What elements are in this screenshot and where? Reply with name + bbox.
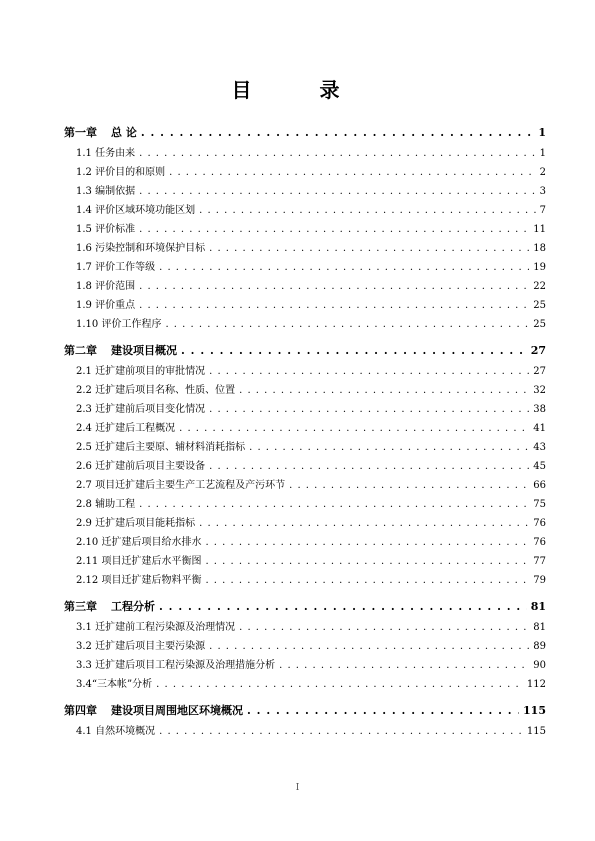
section-label: 3.3 迁扩建后项目工程污染源及治理措施分析: [76, 660, 276, 671]
toc-section-entry[interactable]: [64, 438, 546, 457]
leader-dots: [139, 296, 529, 315]
section-label: 1.1 任务由来: [76, 148, 136, 159]
leader-dots: [205, 571, 529, 590]
section-label: 2.9 迁扩建后项目能耗指标: [76, 518, 196, 529]
chapter-number: 第四章: [64, 704, 97, 717]
leader-dots: [247, 700, 519, 722]
toc-section-entry[interactable]: [64, 618, 546, 637]
toc-section-entry[interactable]: [64, 381, 546, 400]
leader-dots: [249, 438, 529, 457]
leader-dots: [156, 675, 523, 694]
leader-dots: [209, 239, 529, 258]
leader-dots: [159, 596, 527, 618]
section-page-number: 115: [526, 726, 546, 737]
section-label: 4.1 自然环境概况: [76, 726, 156, 737]
toc-section-entry[interactable]: [64, 476, 546, 495]
section-label: 1.6 污染控制和环境保护目标: [76, 243, 206, 254]
section-label: 2.3 迁扩建前后项目变化情况: [76, 404, 206, 415]
chapter-title: 总 论: [111, 126, 137, 139]
leader-dots: [205, 533, 529, 552]
chapter-label: [64, 596, 155, 618]
toc-section-entry[interactable]: [64, 457, 546, 476]
section-page-number: 18: [533, 243, 546, 254]
leader-dots: [159, 722, 523, 741]
leader-dots: [169, 163, 536, 182]
toc-section-entry[interactable]: [64, 675, 546, 694]
chapter-page-number: 1: [538, 126, 546, 139]
section-page-number: 66: [533, 480, 546, 491]
chapter-title: 工程分析: [111, 600, 155, 613]
page-title: 目 录: [231, 78, 364, 102]
section-page-number: 11: [533, 224, 546, 235]
toc-section-entry[interactable]: [64, 362, 546, 381]
chapter-label: [64, 122, 137, 144]
section-label: 2.7 项目迁扩建后主要生产工艺流程及产污环节: [76, 480, 286, 491]
toc-section-entry[interactable]: [64, 656, 546, 675]
toc-chapter-entry[interactable]: [64, 340, 546, 362]
section-label: 2.10 迁扩建后项目给水排水: [76, 537, 202, 548]
section-page-number: 81: [533, 622, 546, 633]
toc-chapter-entry[interactable]: [64, 596, 546, 618]
leader-dots: [139, 495, 529, 514]
page-number: I: [295, 783, 300, 793]
toc-section-entry[interactable]: [64, 400, 546, 419]
leader-dots: [141, 122, 535, 144]
toc-section-entry[interactable]: [64, 220, 546, 239]
toc-section-entry[interactable]: [64, 571, 546, 590]
chapter-title: 建设项目周围地区环境概况: [111, 704, 243, 717]
toc-section-entry[interactable]: [64, 419, 546, 438]
section-label: 2.1 迁扩建前项目的审批情况: [76, 366, 206, 377]
section-page-number: 19: [533, 262, 546, 273]
leader-dots: [139, 277, 529, 296]
leader-dots: [199, 514, 529, 533]
section-label: 1.7 评价工作等级: [76, 262, 156, 273]
section-page-number: 77: [533, 556, 546, 567]
section-page-number: 112: [526, 679, 546, 690]
section-label: 1.2 评价目的和原则: [76, 167, 166, 178]
section-label: 1.8 评价范围: [76, 281, 136, 292]
toc-section-entry[interactable]: [64, 163, 546, 182]
toc-section-entry[interactable]: [64, 533, 546, 552]
toc-section-entry[interactable]: [64, 201, 546, 220]
leader-dots: [279, 656, 529, 675]
section-page-number: 41: [533, 423, 546, 434]
leader-dots: [139, 220, 529, 239]
leader-dots: [139, 144, 536, 163]
toc-section-entry[interactable]: [64, 144, 546, 163]
toc-section-entry[interactable]: [64, 495, 546, 514]
table-of-contents: [64, 122, 546, 741]
leader-dots: [159, 258, 529, 277]
section-page-number: 7: [539, 205, 546, 216]
chapter-page-number: 115: [523, 704, 546, 717]
section-page-number: 1: [539, 148, 546, 159]
leader-dots: [209, 637, 529, 656]
leader-dots: [179, 419, 529, 438]
leader-dots: [209, 400, 529, 419]
section-page-number: 25: [533, 300, 546, 311]
toc-section-entry[interactable]: [64, 315, 546, 334]
section-page-number: 27: [533, 366, 546, 377]
section-page-number: 79: [533, 575, 546, 586]
toc-section-entry[interactable]: [64, 514, 546, 533]
leader-dots: [239, 381, 529, 400]
leader-dots: [165, 315, 529, 334]
section-label: 2.2 迁扩建后项目名称、性质、位置: [76, 385, 236, 396]
section-label: 2.5 迁扩建后主要原、辅材料消耗指标: [76, 442, 246, 453]
leader-dots: [181, 340, 527, 362]
section-label: 1.9 评价重点: [76, 300, 136, 311]
toc-section-entry[interactable]: [64, 258, 546, 277]
section-label: 1.10 评价工作程序: [76, 319, 162, 330]
section-page-number: 38: [533, 404, 546, 415]
section-label: 2.12 项目迁扩建后物料平衡: [76, 575, 202, 586]
chapter-number: 第一章: [64, 126, 97, 139]
section-page-number: 2: [539, 167, 546, 178]
section-page-number: 89: [533, 641, 546, 652]
leader-dots: [199, 201, 536, 220]
section-page-number: 22: [533, 281, 546, 292]
leader-dots: [205, 552, 529, 571]
toc-section-entry[interactable]: [64, 637, 546, 656]
section-page-number: 90: [533, 660, 546, 671]
section-label: 2.11 项目迁扩建后水平衡图: [76, 556, 202, 567]
section-page-number: 25: [533, 319, 546, 330]
section-label: 3.2 迁扩建后项目主要污染源: [76, 641, 206, 652]
section-page-number: 32: [533, 385, 546, 396]
chapter-number: 第二章: [64, 344, 97, 357]
chapter-number: 第三章: [64, 600, 97, 613]
section-label: 3.4“三本帐”分析: [76, 679, 153, 690]
leader-dots: [239, 618, 529, 637]
leader-dots: [289, 476, 529, 495]
section-page-number: 76: [533, 518, 546, 529]
section-label: 2.4 迁扩建后工程概况: [76, 423, 176, 434]
section-page-number: 76: [533, 537, 546, 548]
section-page-number: 3: [539, 186, 546, 197]
section-page-number: 43: [533, 442, 546, 453]
section-label: 2.8 辅助工程: [76, 499, 136, 510]
toc-section-entry[interactable]: [64, 552, 546, 571]
chapter-label: [64, 700, 243, 722]
toc-section-entry[interactable]: [64, 722, 546, 741]
toc-chapter-entry[interactable]: [64, 122, 546, 144]
section-label: 1.3 编制依据: [76, 186, 136, 197]
section-label: 1.5 评价标准: [76, 224, 136, 235]
chapter-label: [64, 340, 177, 362]
leader-dots: [209, 457, 529, 476]
leader-dots: [139, 182, 536, 201]
toc-section-entry[interactable]: [64, 277, 546, 296]
section-label: 3.1 迁扩建前工程污染源及治理情况: [76, 622, 236, 633]
toc-section-entry[interactable]: [64, 239, 546, 258]
chapter-page-number: 27: [530, 344, 546, 357]
chapter-title: 建设项目概况: [111, 344, 177, 357]
toc-section-entry[interactable]: [64, 182, 546, 201]
section-label: 2.6 迁扩建前后项目主要设备: [76, 461, 206, 472]
toc-section-entry[interactable]: [64, 296, 546, 315]
section-page-number: 45: [533, 461, 546, 472]
section-page-number: 75: [533, 499, 546, 510]
leader-dots: [209, 362, 529, 381]
section-label: 1.4 评价区域环境功能区划: [76, 205, 196, 216]
toc-chapter-entry[interactable]: [64, 700, 546, 722]
chapter-page-number: 81: [530, 600, 546, 613]
